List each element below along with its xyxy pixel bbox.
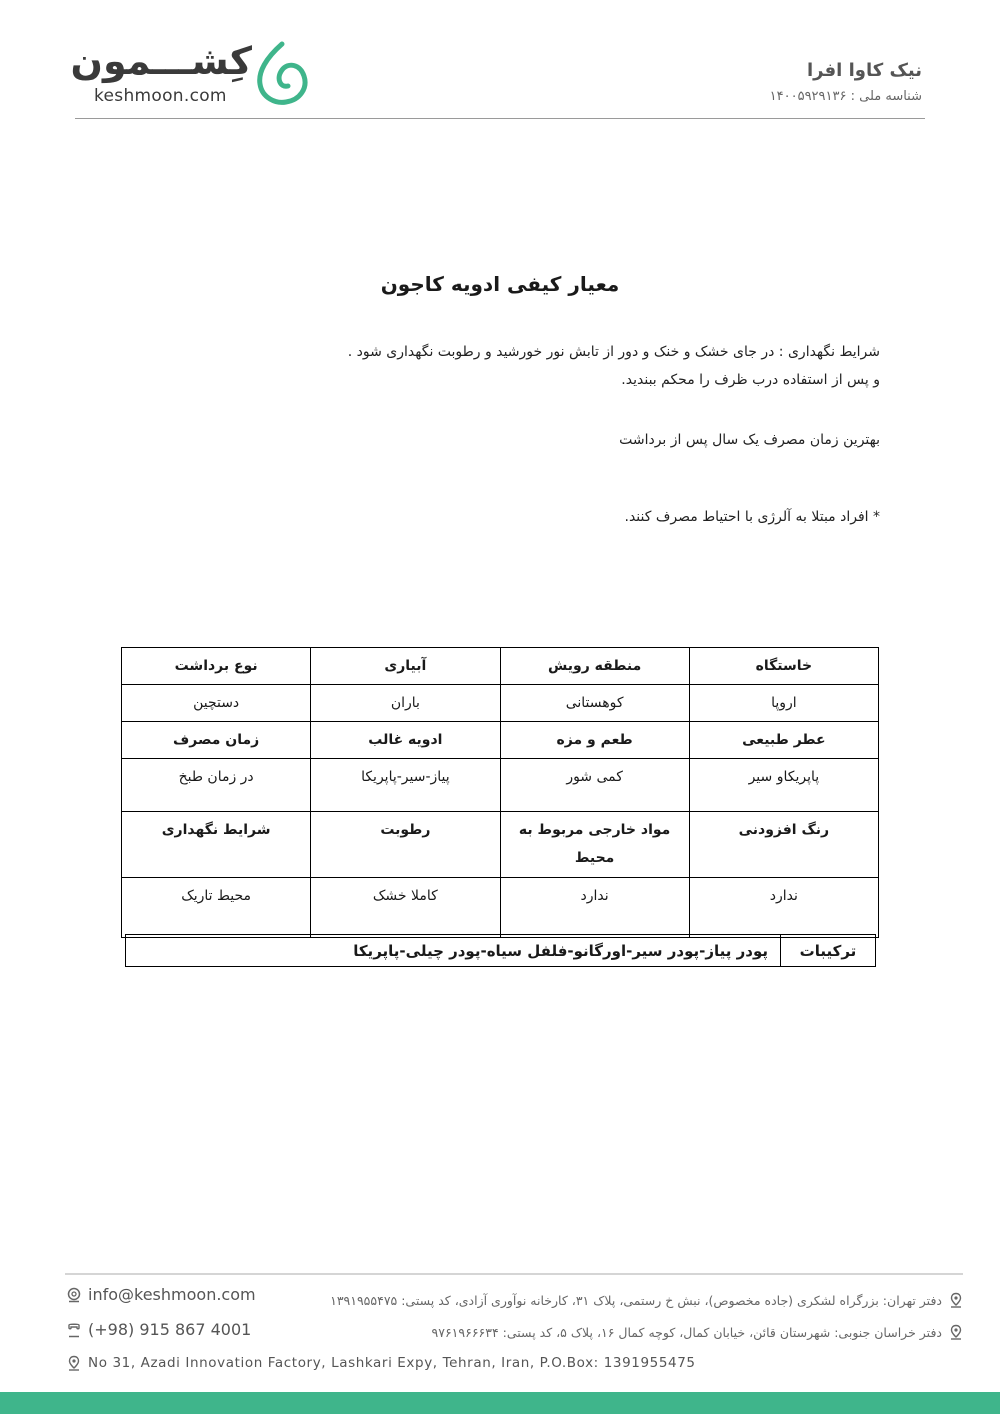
email-icon (66, 1287, 82, 1303)
table-header-cell: عطر طبیعی (689, 722, 878, 759)
phone-icon (66, 1322, 82, 1338)
footer-brand-bar (0, 1392, 1000, 1414)
table-value-cell: باران (311, 685, 500, 722)
storage-line-2: و پس از استفاده درب ظرف را محکم ببندید. (621, 372, 880, 388)
location-pin-icon (66, 1355, 82, 1371)
table-header-cell: شرایط نگهداری (122, 812, 311, 878)
table-value-cell: کمی شور (500, 759, 689, 812)
table-row-header (122, 722, 879, 759)
footer-tehran-office (330, 1292, 964, 1308)
table-row-header (122, 648, 879, 685)
table-header-cell: ادویه غالب (311, 722, 500, 759)
footer-address-en (66, 1355, 696, 1371)
email-text[interactable]: info@keshmoon.com (88, 1285, 256, 1304)
table-header-cell: رنگ افزودنی (689, 812, 878, 878)
footer-divider (65, 1273, 963, 1275)
table-value-cell: محیط تاریک (122, 878, 311, 938)
phone-text: (+98) 915 867 4001 (88, 1320, 252, 1339)
company-name: نیک کاوا افرا (807, 60, 922, 81)
storage-line-1: شرایط نگهداری : در جای خشک و خنک و دور از تابش نور خورشید و رطوبت نگهداری شود . (347, 344, 880, 360)
table-value-cell: پیاز-سیر-پاپریکا (311, 759, 500, 812)
keshmoon-logo (70, 36, 312, 108)
tehran-office-text: دفتر تهران: بزرگراه لشکری (جاده مخصوص)، نبش خ رستمی، پلاک ۳۱، کارخانه نوآوری آزادی، کد پستی: ۱۳۹۱۹۵۵۴۷۵ (330, 1292, 942, 1308)
table-value-cell: کوهستانی (500, 685, 689, 722)
table-header-cell: زمان مصرف (122, 722, 311, 759)
page-header (0, 0, 1000, 120)
table-header-cell: رطوبت (311, 812, 500, 878)
allergy-note: * افراد مبتلا به آلرژی با احتیاط مصرف کنند. (624, 509, 880, 525)
location-pin-icon (948, 1292, 964, 1308)
table-header-cell: مواد خارجی مربوط به محیط (500, 812, 689, 878)
logo-text-en: keshmoon.com (94, 86, 227, 106)
table-value-cell: ندارد (500, 878, 689, 938)
location-pin-icon (948, 1324, 964, 1340)
table-row-header (122, 812, 879, 878)
company-info (770, 60, 922, 104)
ingredients-row (126, 935, 876, 967)
table-header-cell: منطقه رویش (500, 648, 689, 685)
khorasan-office-text: دفتر خراسان جنوبی: شهرستان قائن، خیابان کمال، کوچه کمال ۱۶، پلاک ۵، کد پستی: ۹۷۶۱۹۶۶۶۳۴ (431, 1324, 942, 1340)
logo-swirl-icon (254, 40, 310, 106)
quality-spec-table (121, 647, 879, 938)
logo-text-fa: کِشـــمون (70, 39, 252, 83)
table-value-cell: دستچین (122, 685, 311, 722)
table-row-values (122, 759, 879, 812)
footer-email (66, 1285, 256, 1304)
ingredients-value: پودر پیاز-پودر سیر-اورگانو-فلفل سیاه-پودر چیلی-پاپریکا (126, 935, 781, 967)
header-divider (75, 118, 925, 119)
footer-phone (66, 1320, 251, 1339)
table-header-cell: نوع برداشت (122, 648, 311, 685)
ingredients-label: ترکیبات (781, 935, 876, 967)
table-header-cell: طعم و مزه (500, 722, 689, 759)
table-value-cell: کاملا خشک (311, 878, 500, 938)
national-id: شناسه ملی : ۱۴۰۰۵۹۲۹۱۳۶ (769, 89, 922, 104)
table-row-values (122, 878, 879, 938)
table-header-cell: خاستگاه (689, 648, 878, 685)
address-en-text: No 31, Azadi Innovation Factory, Lashkari Expy, Tehran, Iran, P.O.Box: 1391955475 (88, 1355, 696, 1371)
table-value-cell: در زمان طبخ (122, 759, 311, 812)
table-value-cell: ندارد (689, 878, 878, 938)
table-value-cell: پاپریکاو سیر (689, 759, 878, 812)
best-consumption-time: بهترین زمان مصرف یک سال پس از برداشت (619, 432, 880, 448)
ingredients-table (125, 934, 876, 967)
document-title: معیار کیفی ادویه کاجون (380, 272, 620, 296)
storage-conditions (280, 338, 880, 394)
footer-khorasan-office (432, 1324, 964, 1340)
table-row-values (122, 685, 879, 722)
table-value-cell: اروپا (689, 685, 878, 722)
table-header-cell: آبیاری (311, 648, 500, 685)
